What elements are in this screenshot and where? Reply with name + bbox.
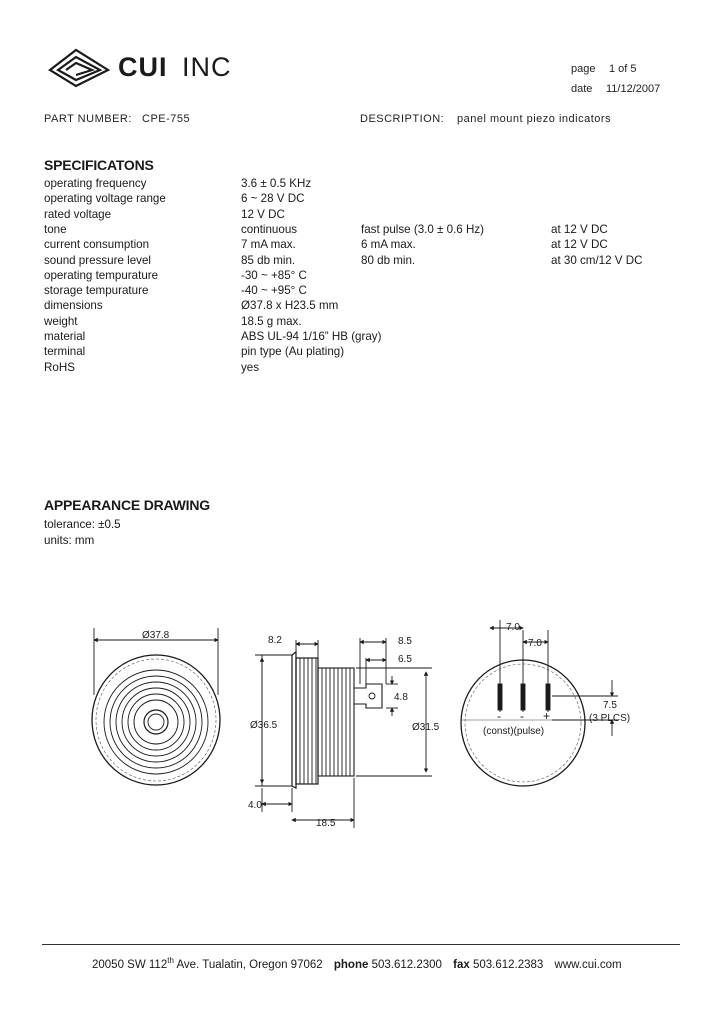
dim-body-diameter: Ø36.5 (250, 720, 278, 731)
appearance-title: APPEARANCE DRAWING (44, 497, 210, 513)
spec-cell: 85 db min. (241, 253, 296, 267)
appearance-drawing (0, 600, 720, 860)
spec-cell: storage tempurature (44, 284, 149, 298)
footer-phone-label: phone (333, 958, 369, 971)
page-label: page (571, 63, 596, 75)
dim-back-w2: 7.0 (528, 638, 542, 649)
spec-cell: 18.5 g max. (241, 314, 302, 328)
pin-plus: + (543, 709, 551, 723)
spec-cell: tone (44, 222, 67, 236)
spec-cell: ABS UL-94 1/16” HB (gray) (241, 330, 382, 343)
dim-85: 8.5 (398, 636, 412, 647)
spec-cell: sound pressure level (44, 253, 151, 267)
spec-cell: operating frequency (44, 177, 147, 190)
spec-cell: current consumption (44, 238, 150, 252)
logo-mark-icon (46, 46, 112, 90)
spec-cell: RoHS (44, 360, 75, 374)
spec-cell: weight (44, 314, 78, 328)
footer-rule (42, 944, 680, 945)
spec-cell: 6 ~ 28 V DC (241, 192, 305, 206)
spec-cell: -30 ~ +85° C (241, 268, 307, 282)
dim-back-w1: 7.0 (506, 622, 520, 633)
footer-fax-label: fax (453, 958, 470, 971)
side-view (255, 638, 432, 828)
dim-length: 18.5 (316, 818, 336, 829)
spec-cell: rated voltage (44, 207, 112, 221)
spec-cell: 7 mA max. (241, 238, 296, 252)
front-view (92, 628, 220, 785)
dim-front-diameter: Ø37.8 (142, 630, 170, 641)
tolerance-text: tolerance: ±0.5 (44, 518, 121, 531)
spec-cell: terminal (44, 345, 86, 359)
spec-cell: 6 mA max. (361, 238, 416, 252)
pin-labels: (const)(pulse) (483, 726, 545, 737)
spec-cell: 80 db min. (361, 253, 416, 267)
pin-minus-1: - (497, 709, 501, 723)
footer-fax: 503.612.2383 (472, 958, 544, 971)
dim-back-h: 7.5 (603, 700, 617, 711)
dim-65: 6.5 (398, 654, 412, 665)
date-label: date (571, 83, 593, 95)
spec-cell: 12 V DC (241, 207, 285, 221)
footer-address-pre: 20050 SW 112 (92, 958, 168, 971)
spec-cell: Ø37.8 x H23.5 mm (241, 299, 339, 313)
footer-web: www.cui.com (554, 958, 622, 971)
specifications-title: SPECIFICATONS (44, 157, 154, 173)
logo-brand: CUI (118, 52, 168, 82)
spec-cell: at 12 V DC (551, 238, 608, 252)
spec-cell: 3.6 ± 0.5 KHz (241, 177, 312, 190)
spec-cell: operating voltage range (44, 192, 166, 206)
date-value: 11/12/2007 (606, 83, 661, 95)
footer-phone: 503.612.2300 (371, 958, 442, 971)
description-value: panel mount piezo indicators (457, 113, 612, 125)
company-logo (46, 46, 251, 90)
page-number: 1 of 5 (609, 63, 637, 75)
dim-base: 4.0 (248, 800, 262, 811)
pin-minus-2: - (520, 709, 524, 723)
dim-flange: 8.2 (268, 635, 282, 646)
part-number-value: CPE-755 (142, 113, 191, 125)
spec-cell: at 12 V DC (551, 222, 608, 236)
description-label: DESCRIPTION: (360, 113, 445, 125)
footer-address-sup: th (167, 956, 174, 965)
dim-thread-diameter: Ø31.5 (412, 722, 440, 733)
dim-pin: 4.8 (394, 692, 408, 703)
part-number-label: PART NUMBER: (44, 113, 132, 125)
spec-cell: fast pulse (3.0 ± 0.6 Hz) (361, 222, 484, 236)
spec-cell: dimensions (44, 299, 103, 313)
spec-cell: continuous (241, 222, 298, 236)
dim-back-plcs: (3 PLCS) (589, 713, 631, 724)
logo-suffix: INC (182, 52, 232, 82)
spec-cell: operating tempurature (44, 268, 159, 282)
footer (92, 956, 622, 971)
spec-cell: yes (241, 360, 260, 374)
footer-address-post: Ave. Tualatin, Oregon 97062 (173, 958, 323, 971)
spec-cell: material (44, 330, 86, 343)
spec-cell: -40 ~ +95° C (241, 284, 307, 298)
spec-cell: pin type (Au plating) (241, 345, 345, 359)
units-text: units: mm (44, 534, 95, 547)
spec-cell: at 30 cm/12 V DC (551, 253, 643, 267)
